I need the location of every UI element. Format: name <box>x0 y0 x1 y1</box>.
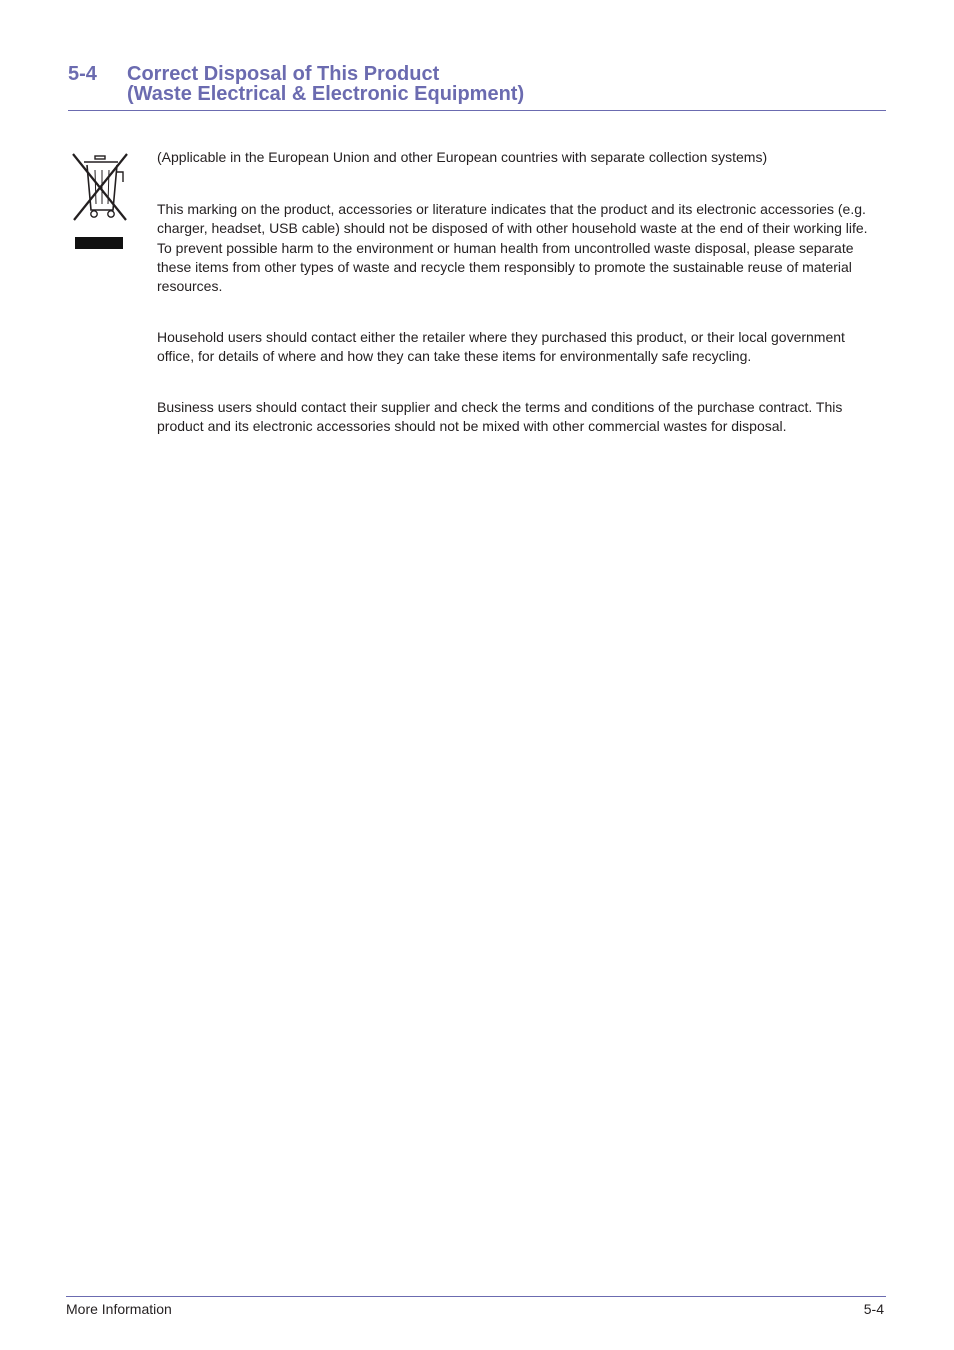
footer-page-number: 5-4 <box>863 1301 884 1317</box>
section-title-line2: (Waste Electrical & Electronic Equipment) <box>127 83 525 105</box>
section-header <box>68 62 886 111</box>
section-title-line1: Correct Disposal of This Product <box>127 63 440 85</box>
paragraph-household-users: Household users should contact either the retailer where they purchased this product, or their local government office, for details of where and how they can take these items for environmentally safe recycling. <box>157 329 845 365</box>
footer-divider <box>66 1296 886 1297</box>
footer-section-name: More Information <box>66 1301 172 1317</box>
paragraph-business-users: Business users should contact their supplier and check the terms and conditions of the purchase contract. This product and its electronic accessories should not be mixed with other commercial wastes for disposal. <box>157 399 843 435</box>
section-title <box>127 62 524 104</box>
section-number: 5-4 <box>68 63 97 85</box>
weee-crossed-bin-icon <box>70 152 130 252</box>
paragraph-marking-meaning: This marking on the product, accessories or literature indicates that the product and its electronic accessories (e.g. charger, headset, USB cable) should not be disposed of with other household waste at the end of their working life. To prevent possible harm to the environment or human health from uncontrolled waste disposal, please separate these items from other types of waste and recycle them responsibly to promote the sustainable reuse of material resources. <box>157 201 868 295</box>
paragraph-applicability: (Applicable in the European Union and other European countries with separate collection systems) <box>157 149 768 165</box>
